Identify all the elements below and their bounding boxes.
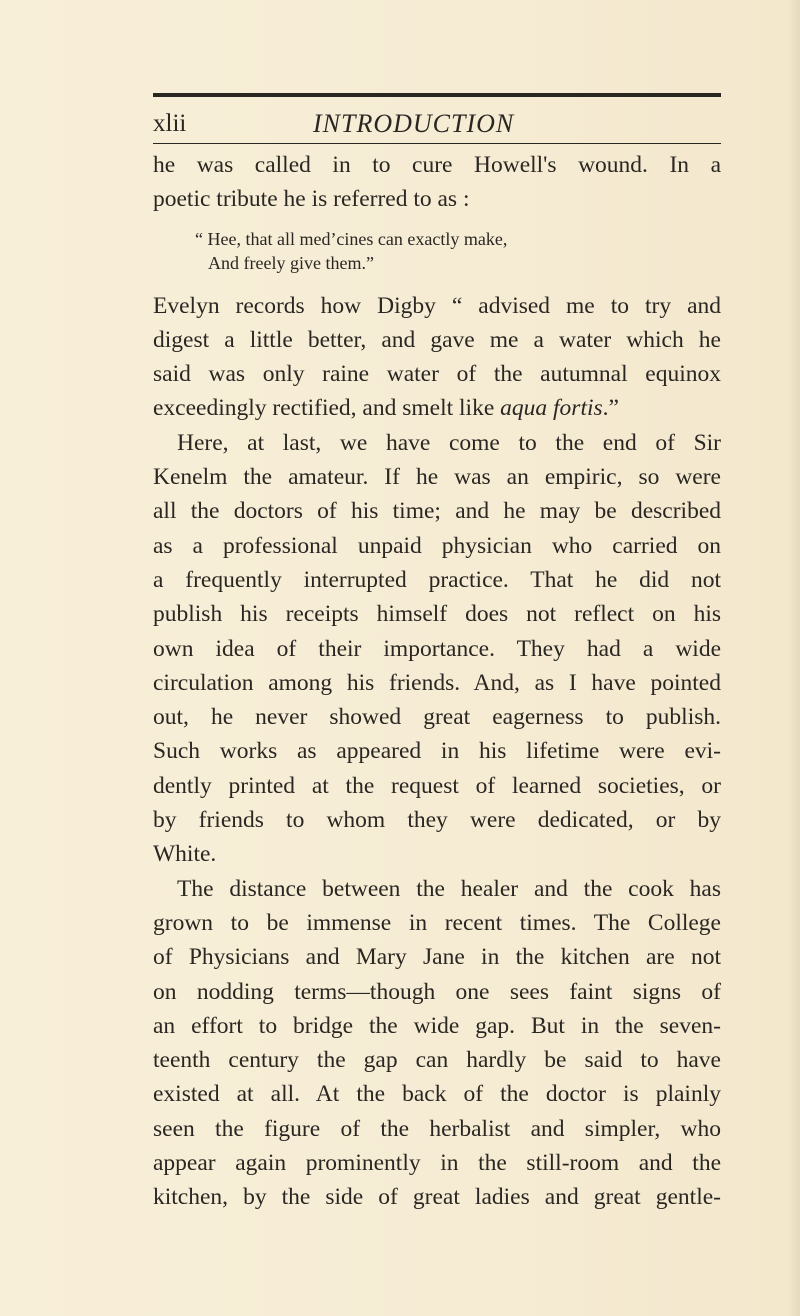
header-underline [153, 143, 721, 144]
quote-line: “ Hee, that all med’cines can exactly make, [195, 228, 508, 249]
text-line: a frequently interrupted practice. That he did not [153, 566, 721, 593]
text-line: circulation among his friends. And, as I have pointed [153, 669, 721, 696]
text-line: by friends to whom they were dedicated, or by [153, 807, 721, 834]
text-line: all the doctors of his time; and he may be described [153, 498, 721, 525]
text-line: out, he never showed great eagerness to publish. [153, 704, 721, 731]
text-line: on nodding terms—though one sees faint signs of [153, 978, 721, 1005]
verse-quote [153, 227, 721, 275]
body-text [153, 148, 721, 1215]
text-line: White. [153, 841, 217, 868]
header-rule [153, 93, 721, 97]
text-line: dently printed at the request of learned societies, or [153, 772, 721, 799]
text-line: digest a little better, and gave me a water which he [153, 326, 721, 353]
text-line: kitchen, by the side of great ladies and great gentle- [153, 1184, 721, 1211]
text-line: teenth century the gap can hardly be said to have [153, 1047, 721, 1074]
text-line: an effort to bridge the wide gap. But in the seven- [153, 1012, 721, 1039]
running-title: INTRODUCTION [313, 109, 515, 138]
text-line: Kenelm the amateur. If he was an empiric, so were [153, 464, 721, 491]
text-line: he was called in to cure Howell's wound. In a [153, 152, 721, 178]
italic-phrase: aqua fortis [500, 395, 603, 422]
text-line: said was only raine water of the autumnal equinox [153, 361, 721, 388]
text-line: appear again prominently in the still-room and the [153, 1150, 721, 1177]
quote-line: And freely give them.” [208, 252, 374, 273]
text-line: grown to be immense in recent times. The College [153, 909, 721, 936]
text-run: .” [602, 395, 619, 422]
text-line: as a professional unpaid physician who carried on [153, 532, 721, 559]
page-edge-shadow [788, 0, 800, 1316]
text-line: of Physicians and Mary Jane in the kitchen are not [153, 944, 721, 971]
text-line [153, 391, 721, 425]
text-line: The distance between the healer and the cook has [177, 875, 721, 902]
text-line: own idea of their importance. They had a wide [153, 635, 721, 662]
text-line: Here, at last, we have come to the end of Sir [177, 429, 721, 456]
page-number: xlii [153, 110, 187, 137]
text-line: publish his receipts himself does not reflect on his [153, 601, 721, 628]
text-line: existed at all. At the back of the doctor is plainly [153, 1081, 721, 1108]
text-run: exceedingly rectified, and smelt like [153, 395, 501, 422]
running-head [153, 104, 721, 144]
text-line: seen the figure of the herbalist and simpler, who [153, 1115, 721, 1142]
text-line: poetic tribute he is referred to as : [153, 186, 470, 213]
text-line: Evelyn records how Digby “ advised me to try and [153, 292, 721, 319]
text-line: Such works as appeared in his lifetime were evi- [153, 738, 721, 765]
